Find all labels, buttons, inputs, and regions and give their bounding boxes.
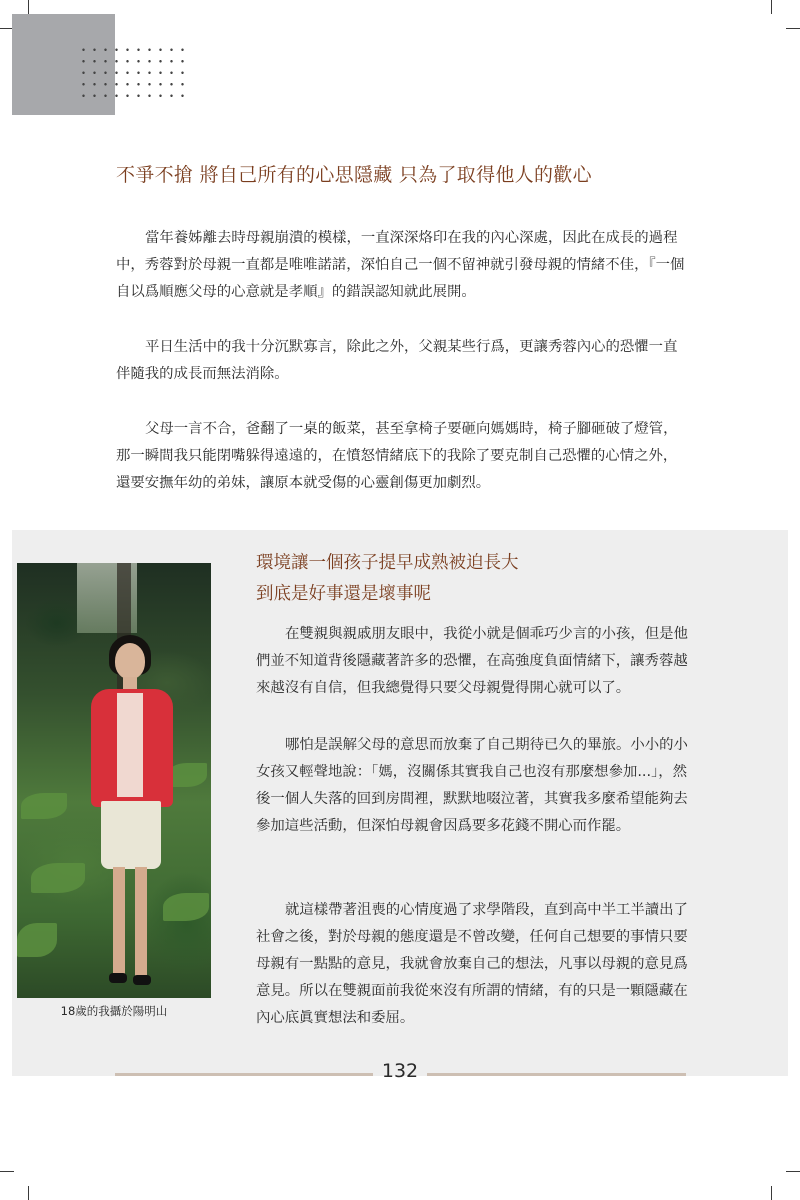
section-heading [256, 548, 519, 610]
portrait-photo [17, 563, 211, 998]
crop-mark [786, 28, 800, 29]
page-number: 132 [381, 1060, 419, 1082]
footer-rule [115, 1073, 373, 1076]
photo-figure-shirt [117, 693, 143, 797]
crop-mark [786, 1171, 800, 1172]
photo-leaf [31, 863, 85, 893]
photo-figure-leg [135, 867, 147, 979]
photo-leaf [167, 763, 207, 787]
section-heading-line: 環境讓一個孩子提早成熟被迫長大 [256, 553, 519, 573]
photo-figure-skirt [101, 801, 161, 869]
crop-mark [771, 0, 772, 14]
paragraph: 平日生活中的我十分沉默寡言，除此之外，父親某些行爲，更讓秀蓉內心的恐懼一直伴隨我的成長而無法消除。 [116, 339, 678, 382]
paragraph: 父母一言不合，爸翻了一桌的飯菜，甚至拿椅子要砸向媽媽時，椅子腳砸破了燈管，那一瞬間我只能閉嘴躲得遠遠的，在憤怒情緒底下的我除了要克制自己恐懼的心情之外，還要安撫年幼的弟妹，讓原本就受傷的心靈創傷更加劇烈。 [116, 421, 678, 491]
crop-mark [771, 1186, 772, 1200]
crop-mark [0, 1171, 14, 1172]
footer-rule [427, 1073, 686, 1076]
decorative-dot-grid [78, 44, 186, 106]
paragraph: 在雙親與親戚朋友眼中，我從小就是個乖巧少言的小孩，但是他們並不知道背後隱藏著許多的恐懼，在高強度負面情緒下，讓秀蓉越來越沒有自信，但我總覺得只要父母親覺得開心就可以了。 [256, 626, 688, 696]
photo-figure-face [115, 643, 145, 679]
photo-caption: 18歲的我攝於陽明山 [60, 1004, 168, 1018]
crop-mark [28, 1186, 29, 1200]
photo-leaf [17, 923, 57, 957]
photo-figure-shoe [133, 975, 151, 985]
paragraph: 就這樣帶著沮喪的心情度過了求學階段，直到高中半工半讀出了社會之後，對於母親的態度還是不曾改變，任何自己想要的事情只要母親有一點點的意見，我就會放棄自己的想法，凡事以母親的意見爲意見。所以在雙親面前我從來沒有所謂的情緒，有的只是一顆隱藏在內心底眞實想法和委屈。 [256, 902, 688, 1026]
photo-leaf [21, 793, 67, 819]
photo-figure-shoe [109, 973, 127, 983]
section-heading: 不爭不搶 將自己所有的心思隱藏 只為了取得他人的歡心 [116, 164, 592, 186]
photo-figure-leg [113, 867, 125, 977]
paragraph: 當年養姊離去時母親崩潰的模樣，一直深深烙印在我的內心深處，因此在成長的過程中，秀蓉對於母親一直都是唯唯諾諾，深怕自己一個不留神就引發母親的情緒不佳，『一個自以爲順應父母的心意就是孝順』的錯誤認知就此展開。 [116, 230, 685, 300]
crop-mark [28, 0, 29, 14]
photo-leaf [163, 893, 209, 921]
section-heading-line: 到底是好事還是壞事呢 [256, 584, 431, 604]
paragraph: 哪怕是誤解父母的意思而放棄了自己期待已久的畢旅。小小的小女孩又輕聲地說：「媽，沒關係其實我自己也沒有那麼想參加...」，然後一個人失落的回到房間裡，默默地啜泣著，其實我多麼希望能夠去參加這些活動，但深怕母親會因爲要多花錢不開心而作罷。 [256, 737, 688, 834]
